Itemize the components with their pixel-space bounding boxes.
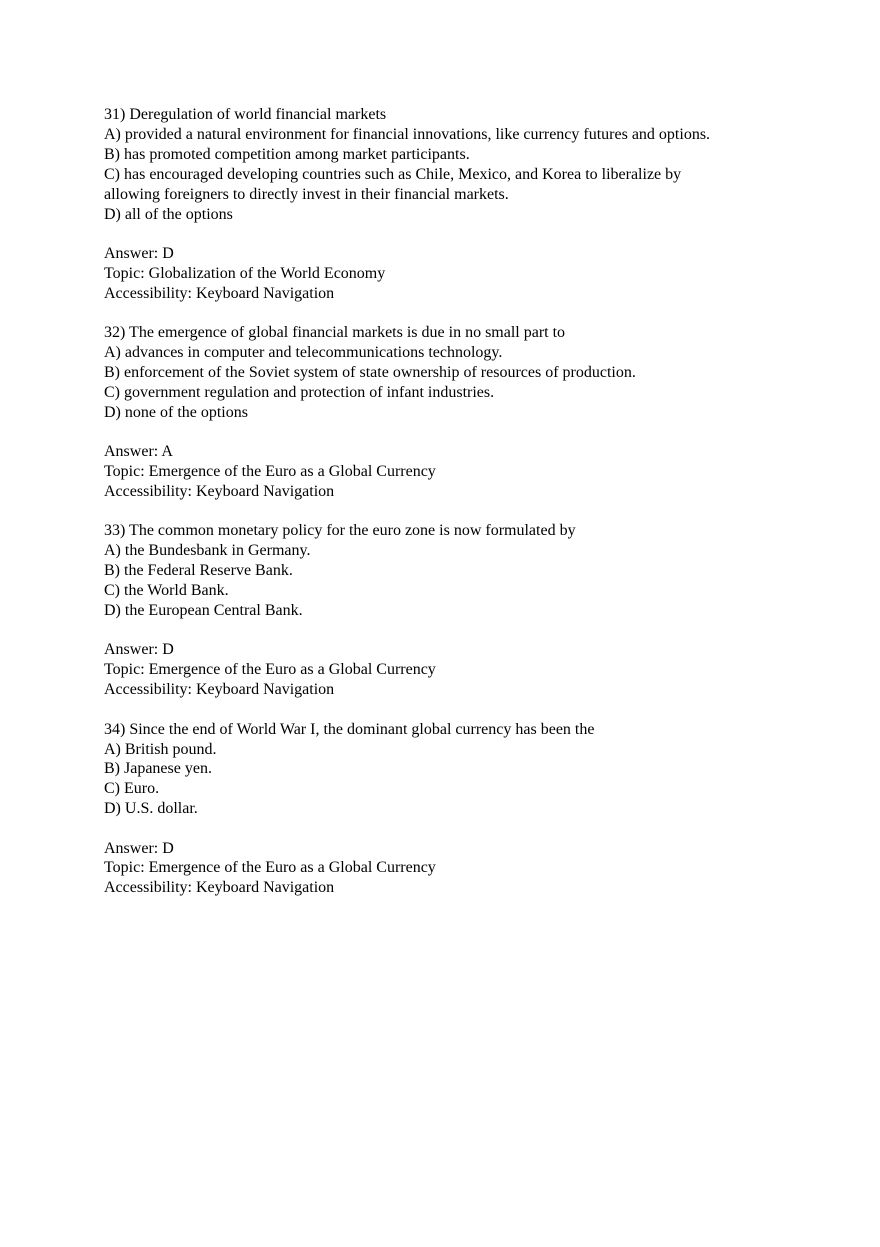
option-b: B) has promoted competition among market participants. <box>104 145 470 163</box>
option-b: B) enforcement of the Soviet system of state ownership of resources of production. <box>104 363 636 381</box>
answer-meta <box>104 244 804 304</box>
accessibility-line: Accessibility: Keyboard Navigation <box>104 482 335 500</box>
accessibility-line: Accessibility: Keyboard Navigation <box>104 681 335 699</box>
option-d: D) U.S. dollar. <box>104 800 198 818</box>
answer-meta <box>104 839 804 899</box>
question-stem: 33) The common monetary policy for the euro zone is now formulated by <box>104 522 576 540</box>
answer-meta <box>104 442 804 502</box>
question-stem: 34) Since the end of World War I, the dominant global currency has been the <box>104 720 595 738</box>
option-d: D) all of the options <box>104 205 233 223</box>
option-d: D) none of the options <box>104 403 248 421</box>
answer-line: Answer: D <box>104 244 174 262</box>
answer-line: Answer: A <box>104 443 173 461</box>
question-33 <box>104 521 804 700</box>
answer-meta <box>104 640 804 700</box>
accessibility-line: Accessibility: Keyboard Navigation <box>104 879 335 897</box>
option-b: B) Japanese yen. <box>104 760 212 778</box>
question-stem: 32) The emergence of global financial markets is due in no small part to <box>104 324 566 342</box>
question-31 <box>104 105 804 304</box>
option-c-continued: allowing foreigners to directly invest in their financial markets. <box>104 185 509 203</box>
option-c: C) Euro. <box>104 780 160 798</box>
option-d: D) the European Central Bank. <box>104 602 303 619</box>
option-c: C) government regulation and protection of infant industries. <box>104 383 495 401</box>
option-a: A) provided a natural environment for financial innovations, like currency futures and options. <box>104 125 711 143</box>
question-32 <box>104 323 804 502</box>
topic-line: Topic: Emergence of the Euro as a Global Currency <box>104 859 436 877</box>
option-c: C) the World Bank. <box>104 582 229 600</box>
answer-line: Answer: D <box>104 839 174 857</box>
option-b: B) the Federal Reserve Bank. <box>104 562 293 580</box>
accessibility-line: Accessibility: Keyboard Navigation <box>104 284 335 302</box>
question-34 <box>104 720 804 899</box>
option-a: A) British pound. <box>104 740 217 758</box>
option-a: A) the Bundesbank in Germany. <box>104 542 311 560</box>
topic-line: Topic: Emergence of the Euro as a Global Currency <box>104 462 436 480</box>
answer-line: Answer: D <box>104 641 174 659</box>
topic-line: Topic: Emergence of the Euro as a Global Currency <box>104 661 436 679</box>
option-c: C) has encouraged developing countries such as Chile, Mexico, and Korea to liberalize by <box>104 165 682 183</box>
question-stem: 31) Deregulation of world financial markets <box>104 106 387 123</box>
option-a: A) advances in computer and telecommunications technology. <box>104 344 503 362</box>
document-page <box>104 105 804 898</box>
topic-line: Topic: Globalization of the World Economy <box>104 264 386 282</box>
